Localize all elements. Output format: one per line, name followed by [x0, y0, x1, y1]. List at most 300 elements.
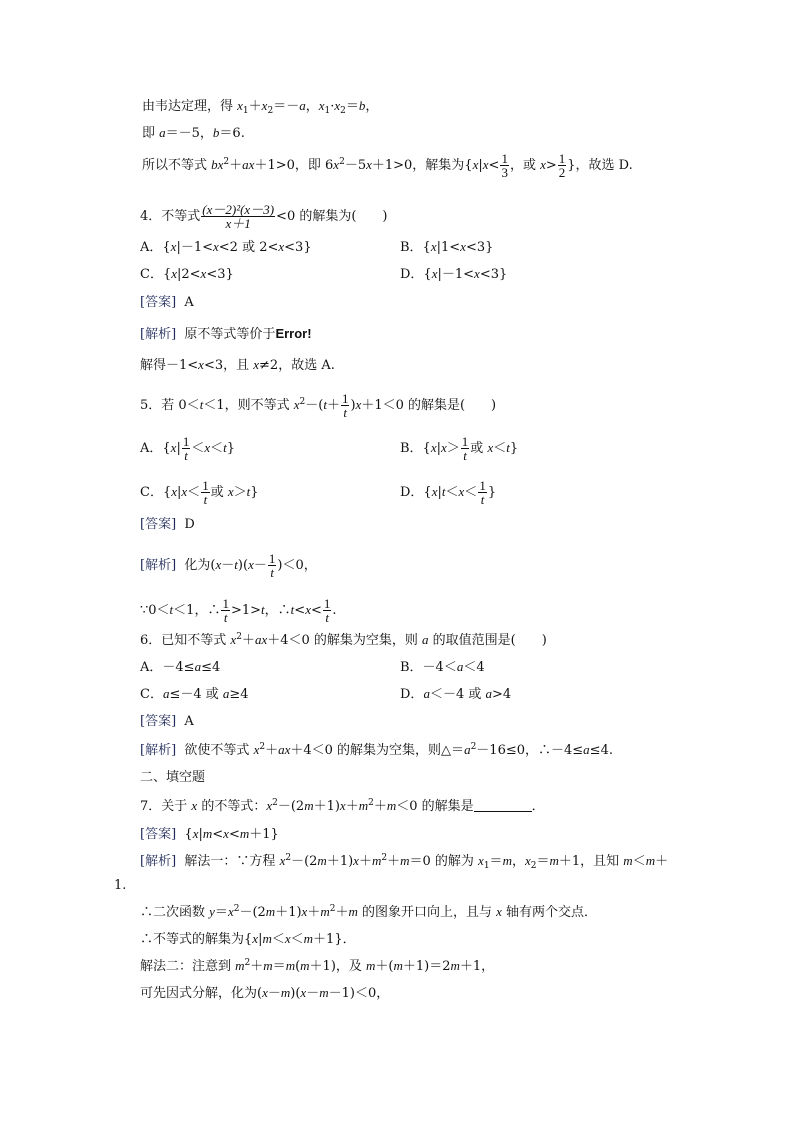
var: m: [202, 826, 213, 841]
var: x: [253, 357, 260, 372]
section-title: 二、填空题: [140, 770, 206, 785]
error-text: Error!: [275, 326, 312, 341]
text: ∴二次函数: [140, 905, 210, 920]
text: |2<: [177, 267, 201, 282]
var: a: [422, 632, 429, 647]
text: <: [294, 603, 306, 618]
var: a: [159, 125, 166, 140]
text: ＜: [210, 441, 224, 456]
analysis-7-line4: [140, 957, 494, 976]
text: 解法一：∵方程: [184, 854, 280, 869]
answer-value: A: [184, 714, 194, 729]
text: ＜4: [463, 660, 485, 675]
exponent: 2: [244, 958, 251, 968]
var: m: [300, 958, 310, 973]
var: t: [223, 440, 227, 455]
var: m: [371, 853, 382, 868]
text: ＜0 的解集是: [396, 799, 474, 814]
text: ＜: [493, 441, 507, 456]
text: >1>: [230, 603, 262, 618]
question-4: [140, 203, 388, 230]
text: ＋: [335, 905, 349, 920]
var: x: [279, 853, 286, 868]
var: t: [323, 397, 327, 412]
text: ，: [511, 854, 525, 869]
exponent: 2: [233, 904, 240, 914]
text: －(2: [239, 905, 266, 920]
numerator: 1: [202, 478, 209, 493]
text: ＜: [187, 485, 201, 500]
answer-4: [140, 294, 194, 312]
text: <: [488, 158, 500, 173]
var: x: [460, 239, 466, 254]
text: ＋1): [313, 799, 340, 814]
text: ＜1，∴: [173, 603, 221, 618]
numerator: 1: [501, 151, 508, 166]
fraction: [461, 435, 470, 462]
denominator: t: [203, 492, 208, 507]
answer-5: [140, 516, 195, 534]
text: <: [212, 827, 224, 842]
fraction: [323, 597, 332, 624]
text: ＋: [358, 854, 372, 869]
var: x: [482, 157, 489, 172]
var: m: [645, 853, 656, 868]
denominator: t: [480, 492, 485, 507]
var: x: [253, 742, 260, 757]
var: m: [235, 958, 245, 973]
analysis-5: [140, 552, 317, 579]
var: ax: [278, 742, 291, 757]
text: 的不等式：: [197, 799, 267, 814]
text: ＋1>0，解集为{: [371, 158, 473, 173]
var: x: [261, 98, 268, 113]
text: |: [177, 485, 182, 500]
text: |: [258, 932, 263, 947]
subscript: 2: [530, 861, 537, 871]
var: t: [246, 484, 251, 499]
text: <3，且: [203, 358, 254, 373]
exponent: 2: [329, 904, 336, 914]
var: m: [265, 904, 276, 919]
text: }: [226, 441, 236, 456]
text: C．{: [140, 485, 172, 500]
text: B．{: [400, 240, 431, 255]
text: 由韦达定理，得: [142, 99, 238, 114]
text: }: [250, 485, 259, 500]
var: m: [285, 958, 296, 973]
text: ＝: [489, 854, 503, 869]
fraction: [500, 152, 509, 179]
text: )＜0，: [277, 558, 317, 573]
var: x: [171, 484, 177, 499]
var: x: [458, 484, 465, 499]
text: A．{: [140, 240, 171, 255]
text: |1<: [436, 240, 461, 255]
text: ＋1，且知: [558, 854, 624, 869]
text: }: [487, 485, 497, 500]
text: 所以不等式: [142, 158, 212, 173]
var: a: [194, 659, 202, 674]
subscript: 1: [242, 106, 249, 116]
var: a: [299, 98, 306, 113]
denominator: 3: [501, 165, 508, 180]
text: >: [545, 158, 557, 173]
text: <: [228, 827, 240, 842]
exponent: 2: [381, 853, 388, 863]
question-5: [140, 392, 496, 419]
var: x: [223, 826, 229, 841]
text: 的图象开口向上，且与: [357, 905, 497, 920]
text: |: [437, 485, 442, 500]
var: m: [262, 931, 272, 946]
fraction: [558, 152, 567, 179]
var: x: [441, 440, 447, 455]
var: x: [300, 985, 307, 1000]
text: ＞: [233, 485, 247, 500]
text: ＋: [250, 959, 264, 974]
numerator: 1: [479, 478, 486, 493]
text: ＋: [345, 799, 359, 814]
analysis-7: [140, 852, 668, 871]
text: ＋1): [326, 854, 354, 869]
var: x: [478, 853, 484, 868]
var: a: [456, 659, 464, 674]
var: x: [252, 931, 259, 946]
text: 6．已知不等式: [140, 633, 231, 648]
text: ≠2，故选 A.: [259, 358, 335, 373]
text: ＝0 的解为: [409, 854, 479, 869]
text: ，或: [509, 158, 541, 173]
text: D．{: [400, 485, 432, 500]
text: <3}: [284, 240, 312, 255]
text: ＋1，: [459, 959, 495, 974]
var: x: [540, 157, 546, 172]
text: 7．关于: [140, 799, 192, 814]
exponent: 2: [285, 853, 292, 863]
fraction: [182, 435, 191, 462]
text: ＞: [446, 441, 460, 456]
text: ＝6.: [219, 126, 245, 141]
var: t: [199, 397, 204, 412]
value-line: [142, 124, 245, 143]
text: <3}: [479, 267, 508, 282]
var: x: [366, 157, 372, 172]
text: A．－4≤: [140, 660, 195, 675]
denominator: t: [270, 565, 274, 580]
text: ＋1): [275, 905, 302, 920]
numerator: (x－2)²(x－3): [202, 202, 275, 217]
denominator: t: [325, 610, 329, 625]
text: )(: [237, 558, 249, 573]
text: ．: [531, 799, 545, 814]
option-6c: [140, 685, 249, 704]
answer-6: [140, 713, 194, 731]
question-7: [140, 797, 545, 816]
var: x: [524, 853, 531, 868]
answer-label: [答案]: [140, 714, 177, 729]
var: x: [181, 484, 188, 499]
var: m: [502, 853, 512, 868]
text: ≥4: [229, 687, 249, 702]
var: x: [318, 98, 325, 113]
fraction: [221, 597, 230, 624]
text: ＋1}: [249, 827, 279, 842]
text: ＝－: [273, 99, 300, 114]
var: x: [227, 904, 234, 919]
var: m: [348, 904, 358, 919]
option-4b: [400, 238, 493, 257]
fraction: [478, 479, 487, 506]
text: ≤4: [201, 660, 221, 675]
text: ＋: [373, 799, 387, 814]
text: >4: [491, 687, 512, 702]
text: 即: [142, 126, 160, 141]
var: x: [227, 484, 234, 499]
text: 5．若 0＜: [140, 398, 200, 413]
text: ＋: [387, 854, 401, 869]
denominator: t: [184, 448, 188, 463]
var: x: [301, 904, 308, 919]
vieta-line: [142, 97, 378, 116]
var: x: [431, 484, 438, 499]
text: <3}: [206, 267, 234, 282]
text: ＋1}．: [313, 932, 356, 947]
text: <2 或 2<: [218, 240, 279, 255]
text: －: [306, 986, 320, 1001]
text: |－1<: [437, 267, 475, 282]
option-5b: [400, 435, 518, 462]
numerator: 1: [323, 596, 331, 611]
var: m: [450, 958, 460, 973]
numerator: 1: [182, 434, 190, 449]
text: ＝: [536, 854, 550, 869]
text: ＋: [307, 905, 321, 920]
var: x: [266, 798, 273, 813]
denominator: x＋1: [225, 216, 251, 231]
var: x: [262, 985, 268, 1000]
text: 轴有两个交点．: [501, 905, 598, 920]
text: ＜: [464, 485, 478, 500]
text: A．{: [140, 441, 171, 456]
var: m: [263, 958, 273, 973]
subscript: 2: [267, 106, 274, 116]
var: ax: [242, 157, 255, 172]
var: x: [170, 440, 177, 455]
var: x: [496, 904, 502, 919]
text: －(: [305, 398, 324, 413]
analysis-7-wrap: 1.: [114, 878, 127, 893]
var: m: [386, 798, 397, 813]
text: B．－4＜: [400, 660, 457, 675]
var: x: [305, 602, 311, 617]
text: ＝: [345, 99, 359, 114]
var: x: [430, 440, 437, 455]
var: x: [200, 266, 207, 281]
text: －: [253, 558, 267, 573]
exponent: 2: [299, 397, 306, 407]
text: .: [332, 603, 337, 618]
fraction: [341, 392, 350, 419]
analysis-7-line2: [140, 903, 597, 922]
fraction: [268, 552, 277, 579]
text: ＋4＜0 的解集为空集，则△＝: [290, 743, 465, 758]
analysis-4-result: [140, 356, 335, 375]
analysis-7-line5: [140, 984, 389, 1003]
var: x: [353, 853, 359, 868]
text: B．{: [400, 441, 431, 456]
option-6d: [400, 685, 511, 704]
text: 或: [470, 441, 488, 456]
text: ＋: [326, 398, 340, 413]
exponent: 2: [470, 742, 477, 752]
text: －1)＜0，: [328, 986, 390, 1001]
text: ＜1，则不等式: [203, 398, 294, 413]
subscript: 1: [324, 106, 331, 116]
text: ): [350, 398, 356, 413]
text: －16≤0，∴－4≤: [476, 743, 584, 758]
denominator: 2: [558, 165, 566, 180]
fraction: [201, 479, 210, 506]
var: x: [192, 826, 199, 841]
text: 解法二：注意到: [140, 959, 236, 974]
var: x: [237, 98, 243, 113]
text: ≤－4 或: [169, 687, 223, 702]
text: ＜: [632, 854, 646, 869]
text: D．{: [400, 267, 432, 282]
var: t: [234, 557, 238, 572]
subscript: 1: [483, 861, 490, 871]
text: 欲使不等式: [184, 743, 254, 758]
var: x: [198, 357, 204, 372]
text: ，∴: [264, 603, 291, 618]
analysis-4: [140, 325, 312, 344]
var: m: [304, 798, 314, 813]
analysis-5-result: [140, 597, 337, 624]
text: ＋1)，及: [309, 959, 367, 974]
var: m: [319, 985, 329, 1000]
var: a: [485, 686, 492, 701]
analysis-label: [解析]: [140, 327, 177, 342]
var: x: [248, 557, 254, 572]
var: a: [423, 686, 430, 701]
text: ＋: [248, 99, 262, 114]
var: a: [162, 686, 170, 701]
option-4c: [140, 265, 234, 284]
var: x: [170, 239, 177, 254]
var: t: [290, 602, 295, 617]
var: t: [169, 602, 174, 617]
text: ＋: [265, 743, 279, 758]
text: ＝: [214, 905, 228, 920]
denominator: t: [343, 405, 348, 420]
text: ≤4.: [589, 743, 613, 758]
var: m: [366, 958, 376, 973]
answer-blank[interactable]: [474, 799, 532, 812]
text: {: [184, 827, 193, 842]
text: ＋1>0，即 6: [254, 158, 334, 173]
text: <0 的解集为( ): [276, 209, 388, 224]
var: x: [487, 440, 494, 455]
text: ＜: [271, 932, 285, 947]
question-6: [140, 631, 547, 650]
var: x: [191, 798, 198, 813]
fraction: [201, 203, 275, 230]
var: b: [212, 125, 220, 140]
numerator: 1: [461, 434, 469, 449]
text: ＋(: [375, 959, 394, 974]
text: －: [267, 986, 281, 1001]
var: x: [355, 397, 362, 412]
text: }，故选 D.: [567, 158, 633, 173]
var: ax: [254, 632, 268, 647]
var: x: [431, 266, 438, 281]
analysis-label: [解析]: [140, 854, 177, 869]
var: x: [204, 440, 211, 455]
var: t: [261, 602, 265, 617]
text: ＜: [445, 485, 459, 500]
text: |: [436, 441, 441, 456]
analysis-label: [解析]: [140, 743, 177, 758]
var: m: [320, 904, 330, 919]
text: |－1<: [176, 240, 213, 255]
numerator: 1: [222, 596, 229, 611]
option-6b: [400, 658, 485, 677]
text: －(2: [291, 854, 318, 869]
option-6a: [140, 658, 220, 677]
answer-value: A: [184, 295, 194, 310]
option-5c: [140, 479, 259, 506]
text: 可先因式分解，化为(: [140, 986, 263, 1001]
text: }: [509, 441, 519, 456]
text: |: [478, 158, 483, 173]
var: a: [464, 742, 471, 757]
var: m: [303, 931, 314, 946]
var: x: [213, 239, 219, 254]
exponent: 2: [236, 632, 242, 642]
text: 4．不等式: [140, 209, 201, 224]
text: ＜－4 或: [429, 687, 486, 702]
text: ＋1＜0 的解集是( ): [361, 398, 497, 413]
text: (: [295, 959, 301, 974]
var: x: [293, 397, 300, 412]
var: m: [358, 798, 369, 813]
var: x: [430, 239, 437, 254]
text: ＋: [241, 633, 255, 648]
text: ＋: [229, 158, 243, 173]
answer-value: D: [184, 517, 195, 532]
analysis-7-line3: [140, 930, 356, 949]
subscript: 2: [340, 106, 346, 116]
var: t: [506, 440, 510, 455]
option-5a: [140, 435, 235, 462]
text: ＝－5，: [165, 126, 213, 141]
numerator: 1: [268, 551, 276, 566]
option-5d: [400, 479, 496, 506]
var: m: [239, 826, 250, 841]
text: 解得－1<: [140, 358, 199, 373]
text: －5: [344, 158, 367, 173]
var: m: [393, 958, 403, 973]
analysis-6: [140, 741, 613, 760]
text: 化为(: [184, 558, 216, 573]
var: x: [333, 157, 340, 172]
denominator: t: [463, 448, 467, 463]
answer-label: [答案]: [140, 827, 177, 842]
option-4d: [400, 265, 507, 284]
var: m: [280, 985, 291, 1000]
denominator: t: [223, 610, 228, 625]
